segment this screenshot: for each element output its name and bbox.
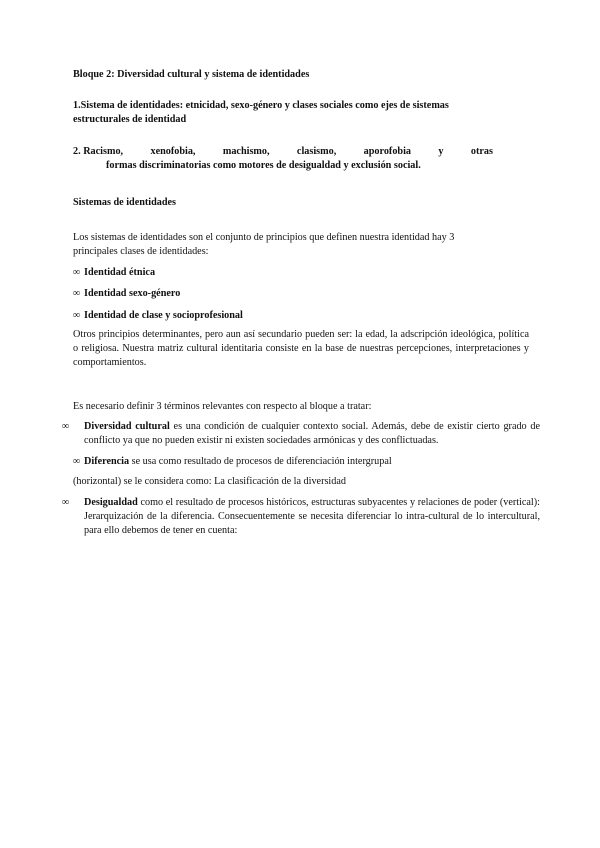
point-2-word: y [438,146,444,157]
identity-item [73,309,533,323]
terms-intro: Es necesario definir 3 términos relevantes con respecto al bloque a tratar: [73,401,372,412]
identity-label: Identidad de clase y socioprofesional [84,310,243,321]
term-text: es una condición de cualquier contexto social. Además, debe de existir cierto grado de conflicto ya que no pueden existir ni existen sociedades armónicas y des conflictuadas. [84,421,541,446]
point-1: 1.Sistema de identidades: etnicidad, sexo-género y clases sociales como ejes de sistemas estructurales de identidad [73,100,449,125]
page-title: Bloque 2: Diversidad cultural y sistema de identidades [73,69,310,80]
infinity-bullet-icon: ∞ [62,421,70,432]
infinity-bullet-icon: ∞ [62,497,70,508]
term-item [62,496,540,538]
term-item [73,455,533,469]
infinity-bullet-icon: ∞ [73,267,81,278]
term-label: Diversidad cultural [84,421,170,432]
point-2-continuation: formas discriminatorias como motores de desigualdad y exclusión social. [106,160,421,171]
infinity-bullet-icon: ∞ [73,310,81,321]
point-2-row [73,145,493,159]
term-text: se usa como resultado de procesos de diferenciación intergrupal [129,456,392,467]
term-text: como el resultado de procesos históricos, estructuras subyacentes y relaciones de poder (vertical): Jerarquización de la diferencia. Consecuentemente se necesita diferenciar lo intra-cultural de lo intercultural, para ello debemos de tener en cuenta: [84,497,540,536]
point-2 [73,145,493,173]
point-2-word: 2. Racismo, [73,146,124,157]
term-label: Diferencia [84,456,130,467]
other-principles-paragraph: Otros principios determinantes, pero aun así secundario pueden ser: la edad, la adscripción ideológica, política o religiosa. Nuestra matriz cultural identitaria consiste en la base de nuestras percepciones, interpretaciones y comportamientos. [73,329,529,368]
identity-label: Identidad étnica [84,267,156,278]
term-item [62,420,541,448]
diferencia-note: (horizontal) se le considera como: La clasificación de la diversidad [73,476,346,487]
infinity-bullet-icon: ∞ [73,456,81,467]
point-2-word: otras [470,146,493,157]
point-2-word: aporofobia [363,146,412,157]
section-heading: Sistemas de identidades [73,197,177,208]
identity-item [73,266,533,280]
point-2-word: machismo, [222,146,270,157]
intro-paragraph: Los sistemas de identidades son el conjunto de principios que definen nuestra identidad hay 3 principales clases de identidades: [73,232,455,257]
identity-label: Identidad sexo-género [84,288,181,299]
identity-item [73,287,533,301]
point-2-word: clasismo, [296,146,337,157]
infinity-bullet-icon: ∞ [73,288,81,299]
point-2-word: xenofobia, [150,146,196,157]
term-label: Desigualdad [84,497,138,508]
